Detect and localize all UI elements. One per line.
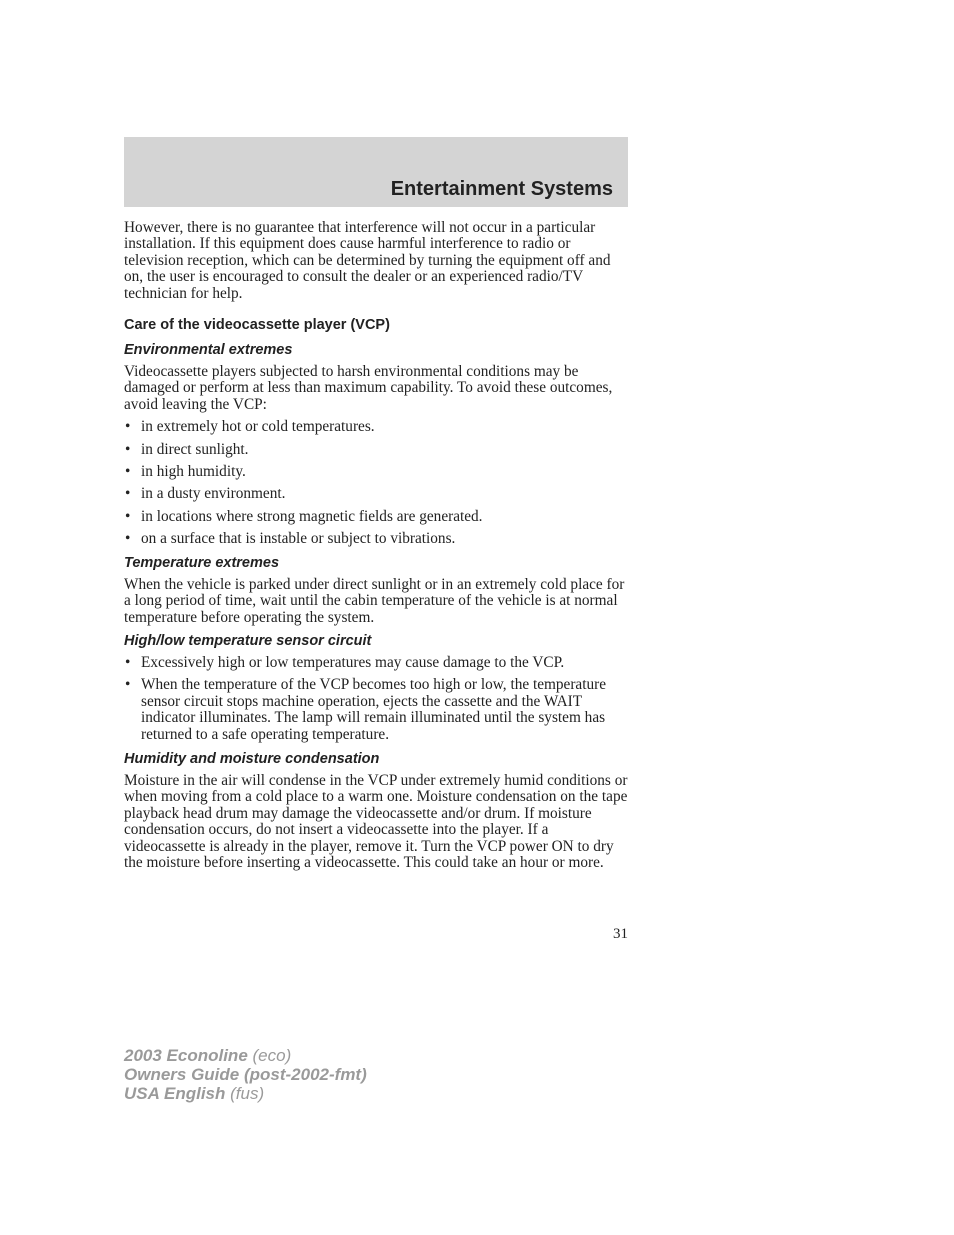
list-item-text: in a dusty environment. bbox=[141, 485, 286, 503]
intro-paragraph: However, there is no guarantee that interference will not occur in a particular installation. If this equipment does cause harmful interference to radio or television reception, which can be determined by turning the equipment off and on, the user is encouraged to consult the dealer or an experienced radio/TV technician for help. bbox=[124, 219, 611, 302]
list-item bbox=[124, 419, 628, 435]
list-item bbox=[124, 486, 628, 502]
footer-line-guide bbox=[124, 1065, 367, 1084]
bullet-glyph: • bbox=[125, 463, 131, 481]
list-item-text: in high humidity. bbox=[141, 463, 246, 481]
temperature-paragraph: When the vehicle is parked under direct sunlight or in an extremely cold place for a long period of time, wait until the cabin temperature of the vehicle is at normal temperature before operating the system. bbox=[124, 575, 625, 626]
footer-guide: Owners Guide (post-2002-fmt) bbox=[124, 1065, 367, 1084]
list-item bbox=[124, 509, 628, 525]
bullet-glyph: • bbox=[125, 530, 131, 548]
page-number: 31 bbox=[613, 926, 628, 942]
care-heading: Care of the videocassette player (VCP) bbox=[124, 317, 390, 334]
bullet-glyph: • bbox=[125, 676, 131, 694]
bullet-glyph: • bbox=[125, 653, 131, 671]
bullet-glyph: • bbox=[125, 418, 131, 436]
humidity-heading: Humidity and moisture condensation bbox=[124, 750, 380, 767]
list-item bbox=[124, 464, 628, 480]
footer-model: 2003 Econoline bbox=[124, 1046, 248, 1065]
list-item-text: in direct sunlight. bbox=[141, 440, 249, 458]
list-item bbox=[124, 677, 628, 743]
document-footer bbox=[124, 1046, 367, 1103]
list-item-text: When the temperature of the VCP becomes too high or low, the temperature sensor circuit stops machine operation, ejects the cassette and the WAIT indicator illuminates. The lamp will remain illuminated until the system has returned to a safe operating temperature. bbox=[141, 676, 606, 743]
sensor-heading: High/low temperature sensor circuit bbox=[124, 632, 372, 649]
bullet-glyph: • bbox=[125, 440, 131, 458]
list-item bbox=[124, 531, 628, 547]
list-item-text: in extremely hot or cold temperatures. bbox=[141, 418, 375, 436]
environmental-list bbox=[124, 419, 628, 547]
environmental-paragraph: Videocassette players subjected to harsh environmental conditions may be damaged or perform at less than maximum capability. To avoid these outcomes, avoid leaving the VCP: bbox=[124, 363, 613, 413]
section-title: Entertainment Systems bbox=[390, 178, 613, 200]
humidity-paragraph: Moisture in the air will condense in the VCP under extremely humid conditions or when moving from a cold place to a warm one. Moisture condensation on the tape playback head drum may damage the videocassette and/or drum. If moisture condensation occurs, do not insert a videocassette into the player. If a videocassette is already in the player, remove it. Turn the VCP power ON to dry the moisture before inserting a videocassette. This could take an hour or more. bbox=[124, 771, 628, 871]
temperature-heading: Temperature extremes bbox=[124, 554, 280, 571]
bullet-glyph: • bbox=[125, 485, 131, 503]
section-header-band bbox=[124, 137, 628, 207]
list-item-text: on a surface that is instable or subject to vibrations. bbox=[141, 530, 456, 548]
list-item bbox=[124, 655, 628, 671]
list-item-text: Excessively high or low temperatures may cause damage to the VCP. bbox=[141, 653, 565, 671]
sensor-list bbox=[124, 655, 628, 743]
list-item-text: in locations where strong magnetic fields are generated. bbox=[141, 507, 483, 525]
footer-language: USA English bbox=[124, 1084, 226, 1103]
footer-language-code: (fus) bbox=[230, 1084, 265, 1103]
footer-line-model bbox=[124, 1046, 367, 1065]
environmental-heading: Environmental extremes bbox=[124, 342, 293, 359]
list-item bbox=[124, 442, 628, 458]
footer-line-language bbox=[124, 1084, 367, 1103]
page-content bbox=[124, 220, 628, 871]
bullet-glyph: • bbox=[125, 507, 131, 525]
footer-model-code: (eco) bbox=[252, 1046, 292, 1065]
